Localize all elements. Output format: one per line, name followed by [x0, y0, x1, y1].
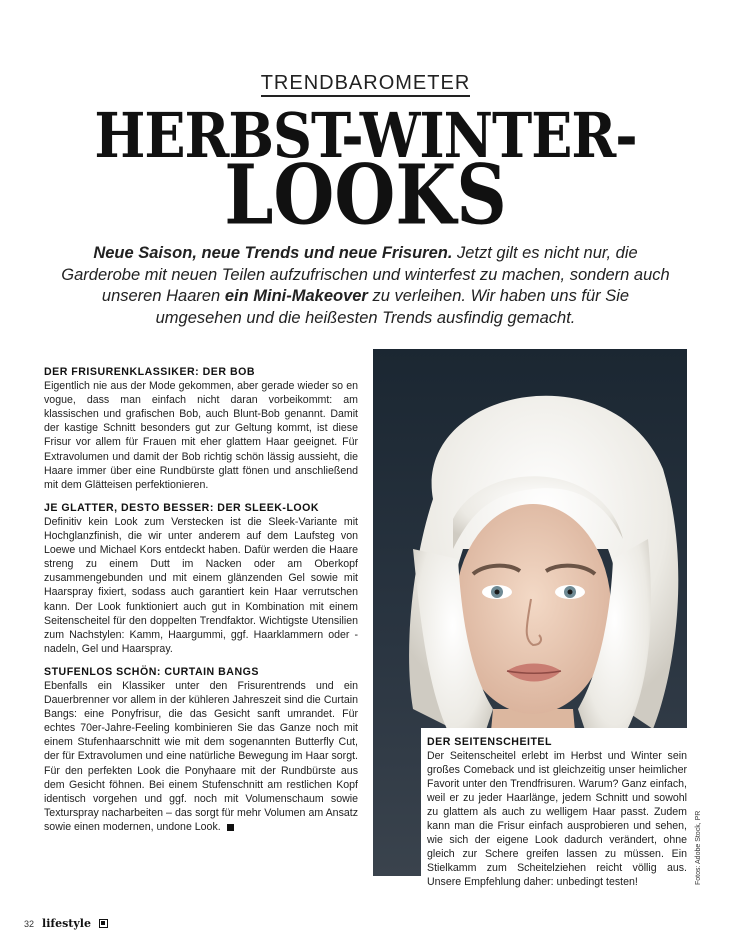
- section-body-bob: Eigentlich nie aus der Mode gekommen, aber gerade wieder so en vogue, dass man einfach nicht daran vorbeikommt: am klassischen und grafischen Bob, auch Blunt-Bob genannt. Damit der kastige Schnitt besonders gut zur Geltung kommt, ist diese Frisur vor allem für Frauen mit eher glattem Haar geeignet. Für Extravolumen und damit der Bob richtig schön lässig aussieht, die Haare immer über eine Rundbürste glatt fönen und anschließend mit dem Glätteisen perfektionieren.: [44, 380, 358, 491]
- caption-heading: DER SEITENSCHEITEL: [427, 736, 552, 748]
- section-heading-sleek: JE GLATTER, DESTO BESSER: DER SLEEK-LOOK: [44, 501, 320, 514]
- page-footer: [24, 917, 108, 930]
- photo-credit: Fotos: Adobe Stock, PR: [695, 810, 702, 885]
- kicker: [0, 72, 731, 95]
- page-number: 32: [24, 918, 35, 929]
- section-heading-bob: DER FRISURENKLASSIKER: DER BOB: [44, 366, 255, 378]
- section-heading-curtain-bangs: STUFENLOS SCHÖN: CURTAIN BANGS: [44, 665, 259, 678]
- caption-body: Der Seitenscheitel erlebt im Herbst und Winter sein großes Comeback und ist gleichzeitig unser heimlicher Favorit unter den Trendfrisuren. Warum? Ganz einfach, weil er zu jeder Haarlänge, jedem Schnitt und sowohl zu glattem als auch zu welligem Haar passt. Zudem kann man die Frisur einfach ausprobieren und sehen, wie sich der eigene Look dadurch verändert, ohne gleich zur Schere greifen lassen zu müssen. Ein Stielkamm zum Scheitelziehen reicht völlig aus. Unsere Empfehlung daher: unbedingt testen!: [427, 750, 687, 888]
- title-line-1: HERBST-WINTER-: [94, 98, 637, 172]
- caption-box: [421, 728, 687, 888]
- intro-lead: Neue Saison, neue Trends und neue Frisuren.: [93, 244, 453, 262]
- intro-bold-2: ein Mini-Makeover: [224, 287, 368, 305]
- section-body-curtain-bangs: Ebenfalls ein Klassiker unter den Frisurentrends und ein Dauerbrenner vor allem in der kühleren Jahreszeit sind die Curtain Bangs: eine Ponyfrisur, die das Gesicht sanft umrandet. Für echtes 70er-Jahre-Feeling kombinieren Sie das Ganze noch mit einem Stufenhaarschnitt wie mit dem sogenannten Butterfly Cut, der für Extravolumen und eine natürliche Bewegung im Haar sorgt. Für den perfekten Look die Ponyhaare mit der Rundbürste aus dem Gesicht föhnen. Bei einem Stufenschnitt am restlichen Kopf identisch vorgehen und ggf. noch mit Volumenschaum sowie Texturspray nacharbeiten – das sorgt für mehr Volumen am Ansatz sowie einen modernen, undone Look.: [44, 679, 358, 833]
- section-body-curtain-bangs-wrap: [44, 679, 358, 834]
- article-column: [44, 365, 358, 843]
- intro-text-2: zu verleihen. Wir haben uns für Sie umgesehen und die heißesten Trends ausfindig gemacht.: [155, 287, 630, 327]
- section-body-sleek: Definitiv kein Look zum Verstecken ist die Sleek-Variante mit Hochglanzfinish, die wir unter anderem auf dem Laufsteg von Loewe und Michael Kors entdeckt haben. Dafür werden die Haare streng zu einem Dutt im Nacken oder am Oberkopf zusammengebunden und mit einem glänzenden Gel sowie mit Haarspray fixiert, sodass auch garantiert kein Haar verrutschen kann. Der Look funktioniert auch gut in Kombination mit einem Seitenscheitel für den doppelten Trendfaktor. Wichtigste Utensilien zum Nachstylen: Kamm, Haargummi, ggf. Haarklammern oder -nadeln, Gel und Haarspray.: [44, 515, 358, 655]
- intro-paragraph: [60, 243, 671, 329]
- intro-text-1: Jetzt gilt es nicht nur, die Garderobe mit neuen Teilen aufzufrischen und winterfest zu machen, sondern auch unseren Haaren: [61, 244, 670, 305]
- end-mark-icon: [227, 824, 234, 831]
- kicker-text: TRENDBAROMETER: [261, 72, 471, 97]
- title-line-2: LOOKS: [224, 145, 507, 244]
- lifestyle-logo-mark-icon: [99, 919, 108, 928]
- brand-name: lifestyle: [42, 917, 91, 930]
